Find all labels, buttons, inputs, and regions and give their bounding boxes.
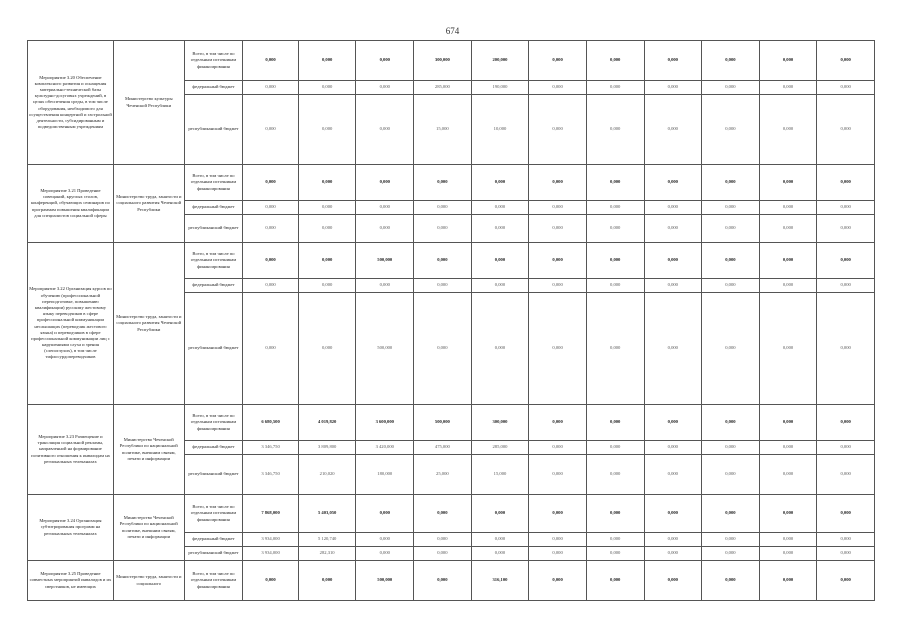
value-cell: 6 680,500 — [243, 405, 299, 441]
value-cell: 0,000 — [529, 201, 587, 215]
funding-source: Всего, в том числе по отдельным источникам финансирования — [184, 561, 243, 601]
value-cell: 0,000 — [243, 279, 299, 293]
budget-table — [27, 40, 875, 601]
value-cell: 0,000 — [529, 405, 587, 441]
value-cell: 0,000 — [586, 495, 644, 533]
value-cell: 0,000 — [356, 201, 414, 215]
value-cell: 500,000 — [414, 405, 472, 441]
value-cell: 0,000 — [414, 243, 472, 279]
value-cell: 0,000 — [817, 405, 875, 441]
value-cell: 0,000 — [586, 215, 644, 243]
funding-source: республиканский бюджет — [184, 215, 243, 243]
value-cell: 0,000 — [817, 547, 875, 561]
value-cell: 0,000 — [817, 41, 875, 81]
value-cell: 0,000 — [586, 243, 644, 279]
value-cell: 0,000 — [414, 215, 472, 243]
value-cell: 15,000 — [414, 95, 472, 165]
value-cell: 0,000 — [817, 279, 875, 293]
value-cell: 0,000 — [759, 293, 817, 405]
value-cell: 0,000 — [298, 215, 356, 243]
value-cell: 0,000 — [243, 215, 299, 243]
value-cell: 0,000 — [759, 95, 817, 165]
value-cell: 0,000 — [529, 215, 587, 243]
value-cell: 0,000 — [243, 201, 299, 215]
table-row — [28, 561, 875, 601]
value-cell: 4 019,820 — [298, 405, 356, 441]
value-cell: 0,000 — [644, 561, 702, 601]
value-cell: 0,000 — [298, 293, 356, 405]
funding-source: Всего, в том числе по отдельным источникам финансирования — [184, 405, 243, 441]
value-cell: 0,000 — [644, 81, 702, 95]
value-cell: 0,000 — [702, 95, 760, 165]
value-cell: 0,000 — [529, 165, 587, 201]
value-cell: 0,000 — [298, 41, 356, 81]
value-cell: 0,000 — [471, 215, 529, 243]
funding-source: федеральный бюджет — [184, 201, 243, 215]
measure-title: Мероприятие 3.24 Организация субтитрирования программ на региональных телеканалах — [28, 495, 114, 561]
value-cell: 0,000 — [356, 495, 414, 533]
value-cell: 0,000 — [759, 405, 817, 441]
value-cell: 0,000 — [644, 455, 702, 495]
table-row — [28, 243, 875, 279]
funding-source: Всего, в том числе по отдельным источникам финансирования — [184, 165, 243, 201]
value-cell: 0,000 — [702, 455, 760, 495]
value-cell: 0,000 — [529, 561, 587, 601]
value-cell: 500,000 — [356, 243, 414, 279]
value-cell: 0,000 — [243, 165, 299, 201]
value-cell: 0,000 — [702, 279, 760, 293]
value-cell: 0,000 — [586, 455, 644, 495]
value-cell: 0,000 — [702, 243, 760, 279]
value-cell: 0,000 — [644, 441, 702, 455]
value-cell: 0,000 — [817, 441, 875, 455]
value-cell: 0,000 — [243, 293, 299, 405]
value-cell: 5 120,740 — [298, 533, 356, 547]
value-cell: 0,000 — [586, 201, 644, 215]
value-cell: 0,000 — [644, 41, 702, 81]
page-number: 674 — [445, 26, 460, 36]
measure-title: Мероприятие 3.22 Организация курсов по обучению (профессиональной переподготовке, повышению квалификации) русскому жестовому языку переводчиков в сфере профессиональной коммуникации неслышащих (переводчик жестового языка) и переводчиков в сфере профессиональной коммуникации лиц с нарушениями слуха и зрения (слепоглухих), в том числе тифлосурдопереводчиков — [28, 243, 114, 405]
funding-source: Всего, в том числе по отдельным источникам финансирования — [184, 243, 243, 279]
value-cell: 25,000 — [414, 455, 472, 495]
measure-executor: Министерство Чеченской Республики по национальной политике, внешним связям, печати и информации — [113, 405, 184, 495]
value-cell: 0,000 — [471, 243, 529, 279]
value-cell: 210,020 — [298, 455, 356, 495]
value-cell: 0,000 — [243, 95, 299, 165]
value-cell: 0,000 — [702, 495, 760, 533]
value-cell: 0,000 — [414, 561, 472, 601]
value-cell: 0,000 — [298, 561, 356, 601]
value-cell: 0,000 — [586, 547, 644, 561]
value-cell: 500,000 — [356, 293, 414, 405]
value-cell: 0,000 — [356, 547, 414, 561]
value-cell: 0,000 — [817, 561, 875, 601]
value-cell: 0,000 — [356, 41, 414, 81]
value-cell: 0,000 — [644, 215, 702, 243]
funding-source: республиканский бюджет — [184, 95, 243, 165]
budget-sheet — [27, 40, 877, 589]
value-cell: 0,000 — [243, 41, 299, 81]
value-cell: 300,000 — [471, 405, 529, 441]
value-cell: 282,310 — [298, 547, 356, 561]
value-cell: 0,000 — [759, 279, 817, 293]
value-cell: 0,000 — [702, 293, 760, 405]
value-cell: 285,000 — [471, 441, 529, 455]
value-cell: 0,000 — [586, 441, 644, 455]
value-cell: 0,000 — [471, 201, 529, 215]
value-cell: 0,000 — [529, 495, 587, 533]
value-cell: 0,000 — [356, 533, 414, 547]
value-cell: 0,000 — [298, 243, 356, 279]
value-cell: 0,000 — [529, 455, 587, 495]
value-cell: 3 934,000 — [243, 547, 299, 561]
value-cell: 0,000 — [243, 81, 299, 95]
value-cell: 0,000 — [586, 561, 644, 601]
funding-source: республиканский бюджет — [184, 293, 243, 405]
funding-source: федеральный бюджет — [184, 81, 243, 95]
value-cell: 0,000 — [529, 81, 587, 95]
measure-executor: Министерство Чеченской Республики по национальной политике, внешним связям, печати и информации — [113, 495, 184, 561]
value-cell: 0,000 — [586, 41, 644, 81]
measure-executor: Министерство труда, занятости и социального развития Чеченской Республики — [113, 243, 184, 405]
value-cell: 0,000 — [759, 81, 817, 95]
value-cell: 0,000 — [644, 547, 702, 561]
value-cell: 0,000 — [644, 243, 702, 279]
value-cell: 0,000 — [529, 547, 587, 561]
value-cell: 0,000 — [414, 293, 472, 405]
value-cell: 0,000 — [702, 201, 760, 215]
measure-title: Мероприятие 3.21 Проведение совещаний, круглых столов, конференций, обучающих семинаров по программам повышения квалификации для специалистов социальной сферы — [28, 165, 114, 243]
value-cell: 0,000 — [644, 279, 702, 293]
value-cell: 0,000 — [298, 201, 356, 215]
value-cell: 0,000 — [414, 533, 472, 547]
value-cell: 0,000 — [529, 533, 587, 547]
value-cell: 0,000 — [471, 165, 529, 201]
value-cell: 0,000 — [817, 495, 875, 533]
value-cell: 0,000 — [759, 41, 817, 81]
measure-executor: Министерство труда, занятости и социального — [113, 561, 184, 601]
value-cell: 3 600,000 — [356, 405, 414, 441]
value-cell: 0,000 — [817, 243, 875, 279]
value-cell: 0,000 — [702, 561, 760, 601]
value-cell: 0,000 — [702, 215, 760, 243]
value-cell: 180,000 — [356, 455, 414, 495]
value-cell: 0,000 — [414, 547, 472, 561]
value-cell: 0,000 — [586, 293, 644, 405]
value-cell: 0,000 — [414, 201, 472, 215]
measure-executor: Министерство труда, занятости и социального развития Чеченской Республики — [113, 165, 184, 243]
value-cell: 3 346,750 — [243, 455, 299, 495]
table-row — [28, 41, 875, 81]
funding-source: республиканский бюджет — [184, 547, 243, 561]
value-cell: 300,000 — [414, 41, 472, 81]
value-cell: 475,000 — [414, 441, 472, 455]
value-cell: 0,000 — [644, 293, 702, 405]
value-cell: 0,000 — [586, 95, 644, 165]
value-cell: 0,000 — [817, 165, 875, 201]
funding-source: федеральный бюджет — [184, 533, 243, 547]
value-cell: 0,000 — [471, 495, 529, 533]
value-cell: 0,000 — [644, 533, 702, 547]
value-cell: 0,000 — [471, 533, 529, 547]
funding-source: республиканский бюджет — [184, 455, 243, 495]
value-cell: 0,000 — [414, 165, 472, 201]
funding-source: Всего, в том числе по отдельным источникам финансирования — [184, 41, 243, 81]
value-cell: 0,000 — [817, 215, 875, 243]
value-cell: 0,000 — [529, 243, 587, 279]
value-cell: 0,000 — [644, 405, 702, 441]
value-cell: 0,000 — [759, 441, 817, 455]
value-cell: 200,000 — [471, 41, 529, 81]
table-row — [28, 405, 875, 441]
value-cell: 0,000 — [298, 279, 356, 293]
value-cell: 0,000 — [702, 81, 760, 95]
value-cell: 0,000 — [356, 279, 414, 293]
value-cell: 0,000 — [759, 533, 817, 547]
value-cell: 0,000 — [644, 201, 702, 215]
value-cell: 0,000 — [759, 243, 817, 279]
value-cell: 0,000 — [817, 95, 875, 165]
value-cell: 0,000 — [817, 455, 875, 495]
value-cell: 0,000 — [586, 165, 644, 201]
value-cell: 316,100 — [471, 561, 529, 601]
value-cell: 0,000 — [759, 495, 817, 533]
value-cell: 0,000 — [298, 165, 356, 201]
value-cell: 0,000 — [644, 95, 702, 165]
measure-title: Мероприятие 3.25 Проведение совместных мероприятий инвалидов и их сверстников, не имеющих — [28, 561, 114, 601]
value-cell: 0,000 — [356, 215, 414, 243]
value-cell: 0,000 — [356, 81, 414, 95]
value-cell: 0,000 — [759, 561, 817, 601]
value-cell: 0,000 — [529, 41, 587, 81]
funding-source: Всего, в том числе по отдельным источникам финансирования — [184, 495, 243, 533]
funding-source: федеральный бюджет — [184, 279, 243, 293]
value-cell: 0,000 — [471, 293, 529, 405]
value-cell: 500,000 — [356, 561, 414, 601]
value-cell: 3 346,750 — [243, 441, 299, 455]
value-cell: 0,000 — [414, 495, 472, 533]
value-cell: 0,000 — [702, 405, 760, 441]
value-cell: 0,000 — [817, 81, 875, 95]
value-cell: 0,000 — [586, 405, 644, 441]
value-cell: 0,000 — [702, 533, 760, 547]
value-cell: 3 420,000 — [356, 441, 414, 455]
value-cell: 0,000 — [702, 165, 760, 201]
value-cell: 7 868,000 — [243, 495, 299, 533]
value-cell: 0,000 — [644, 165, 702, 201]
value-cell: 0,000 — [356, 165, 414, 201]
value-cell: 3 934,000 — [243, 533, 299, 547]
value-cell: 190,000 — [471, 81, 529, 95]
budget-table-body — [28, 41, 875, 601]
value-cell: 0,000 — [759, 547, 817, 561]
value-cell: 0,000 — [759, 201, 817, 215]
value-cell: 0,000 — [414, 279, 472, 293]
value-cell: 0,000 — [586, 81, 644, 95]
value-cell: 0,000 — [817, 293, 875, 405]
value-cell: 0,000 — [529, 441, 587, 455]
value-cell: 0,000 — [702, 441, 760, 455]
value-cell: 10,000 — [471, 95, 529, 165]
value-cell: 0,000 — [644, 495, 702, 533]
value-cell: 0,000 — [243, 243, 299, 279]
value-cell: 3 809,800 — [298, 441, 356, 455]
value-cell: 0,000 — [529, 95, 587, 165]
value-cell: 0,000 — [817, 201, 875, 215]
measure-executor: Министерство культуры Чеченской Республики — [113, 41, 184, 165]
measure-title: Мероприятие 3.20 Обеспечение комплексного развития и оснащения материально-технической базы культурно-досуговых учреждений, в целях обеспечения среды, в том числе оборудования, необходимого для осуществления концертной и гастрольной деятельности, субсидированным и подведомственным учреждениям — [28, 41, 114, 165]
value-cell: 0,000 — [529, 293, 587, 405]
value-cell: 0,000 — [759, 455, 817, 495]
value-cell: 5 403,050 — [298, 495, 356, 533]
funding-source: федеральный бюджет — [184, 441, 243, 455]
measure-title: Мероприятие 3.23 Размещение и трансляция социальной рекламы, направленной на формирование позитивного отношения к инвалидам на региональных телеканалах — [28, 405, 114, 495]
value-cell: 0,000 — [356, 95, 414, 165]
value-cell: 0,000 — [702, 547, 760, 561]
value-cell: 0,000 — [702, 41, 760, 81]
value-cell: 0,000 — [298, 81, 356, 95]
value-cell: 0,000 — [471, 279, 529, 293]
value-cell: 15,000 — [471, 455, 529, 495]
value-cell: 0,000 — [759, 215, 817, 243]
value-cell: 0,000 — [817, 533, 875, 547]
value-cell: 0,000 — [759, 165, 817, 201]
value-cell: 0,000 — [586, 533, 644, 547]
value-cell: 0,000 — [298, 95, 356, 165]
table-row — [28, 495, 875, 533]
value-cell: 0,000 — [586, 279, 644, 293]
value-cell: 0,000 — [243, 561, 299, 601]
value-cell: 0,000 — [529, 279, 587, 293]
value-cell: 0,000 — [471, 547, 529, 561]
value-cell: 285,000 — [414, 81, 472, 95]
table-row — [28, 165, 875, 201]
